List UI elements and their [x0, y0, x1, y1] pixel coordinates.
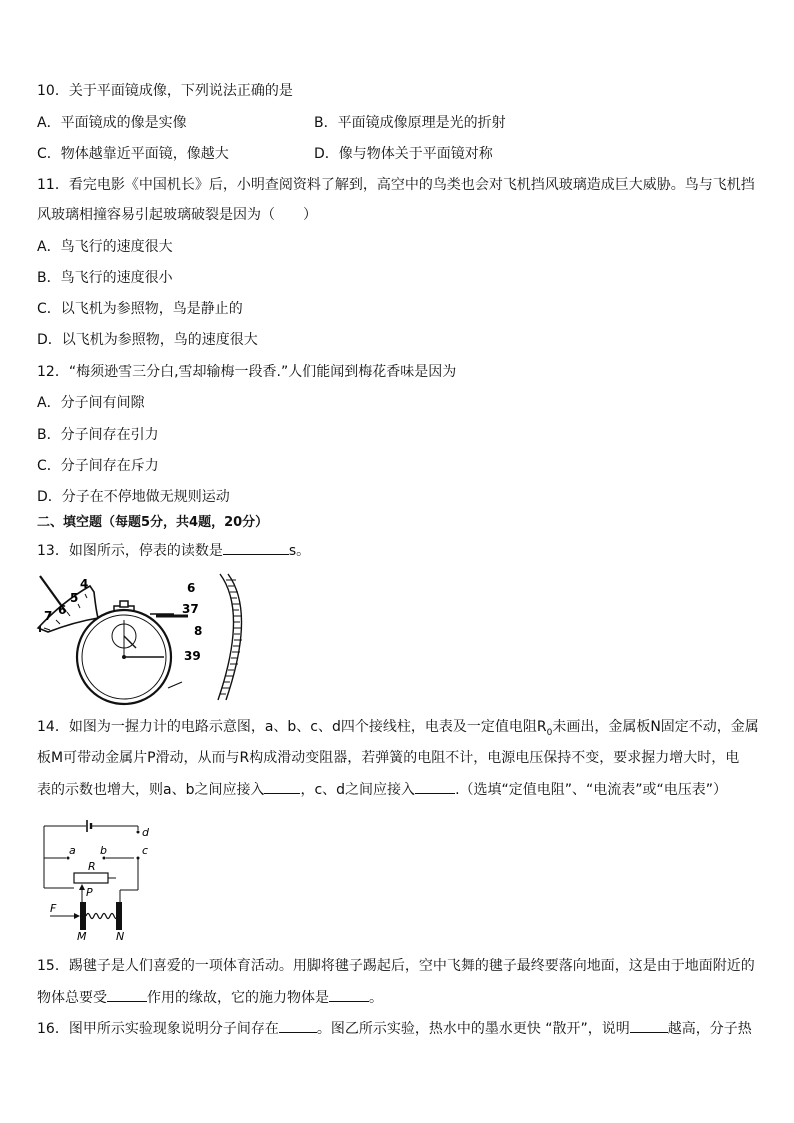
q11-option-d: D．以飞机为参照物，鸟的速度很大 [37, 332, 258, 348]
slider-label: P [86, 886, 93, 899]
q16-text-c: 越高，分子热 [667, 1021, 752, 1037]
sec-label-37: 37 [182, 602, 199, 616]
q13-answer-blank[interactable] [223, 540, 289, 555]
q15-text-b: 作用的缘故，它的施力物体是 [147, 990, 329, 1006]
sec-label-8: 8 [194, 624, 203, 638]
sec-label-6: 6 [187, 581, 196, 595]
resistor-label: R [88, 860, 96, 873]
q16-text-a: 16．图甲所示实验现象说明分子间存在 [37, 1021, 279, 1037]
q14-line1-tail: 未画出，金属板N固定不动，金属 [552, 719, 759, 735]
q11-option-c: C．以飞机为参照物，鸟是静止的 [37, 301, 243, 317]
q14-line1-text: 14．如图为一握力计的电路示意图，a、b、c、d四个接线柱，电表及一定值电阻R [37, 719, 547, 735]
q15-line1: 15．踢毽子是人们喜爱的一项体育活动。用脚将毽子踢起后，空中飞舞的毽子最终要落向地面，这是由于地面附近的 [37, 958, 755, 974]
terminal-c: c [142, 844, 149, 857]
q14-stem-line3 [37, 779, 727, 800]
q12-stem: 12．“梅须逊雪三分白,雪却输梅一段香.”人们能闻到梅花香味是因为 [37, 364, 457, 380]
q11-stem-line2: 风玻璃相撞容易引起玻璃破裂是因为（ ） [37, 207, 317, 223]
min-label-4: 4 [80, 577, 89, 591]
q15-blank-1[interactable] [107, 987, 147, 1002]
q13-stem-unit: s。 [288, 543, 311, 559]
q15-text-c: 。 [369, 990, 383, 1006]
q14-blank-ab[interactable] [264, 779, 300, 794]
q14-line3-text-c: .（选填“定值电阻”、“电流表”或“电压表”） [455, 782, 728, 798]
q16-line1 [37, 1018, 752, 1039]
q14-stem-line1 [37, 717, 759, 743]
plate-n-label: N [116, 930, 125, 942]
q15-line2 [37, 987, 383, 1008]
q10-option-c: C．物体越靠近平面镜，像越大 [37, 146, 229, 162]
q12-option-d: D．分子在不停地做无规则运动 [37, 489, 230, 505]
min-label-7: 7 [44, 609, 53, 623]
terminal-b: b [100, 844, 107, 857]
q15-text-a: 物体总要受 [37, 990, 107, 1006]
q11-option-a: A．鸟飞行的速度很大 [37, 239, 173, 255]
terminal-d: d [142, 826, 149, 839]
sec-label-39: 39 [184, 649, 201, 663]
q14-line1-subscript: 0 [546, 727, 553, 738]
q11-stem-line1: 11．看完电影《中国机长》后，小明查阅资料了解到，高空中的鸟类也会对飞机挡风玻璃造成巨大威胁。鸟与飞机挡 [37, 177, 755, 193]
force-label: F [50, 902, 57, 915]
q14-line3-text-a: 表的示数也增大，则a、b之间应接入 [37, 782, 265, 798]
min-label-6: 6 [58, 603, 67, 617]
q12-option-a: A．分子间有间隙 [37, 395, 145, 411]
section-heading-fill-blank: 二、填空题（每题5分，共4题，20分） [37, 515, 269, 530]
plate-m-label: M [77, 930, 87, 942]
q15-blank-2[interactable] [329, 987, 369, 1002]
q12-option-b: B．分子间存在引力 [37, 427, 159, 443]
q16-text-b: 。图乙所示实验，热水中的墨水更快 “散开”，说明 [316, 1021, 630, 1037]
grip-circuit-figure [36, 818, 160, 942]
q14-blank-cd[interactable] [415, 779, 455, 794]
q10-option-d: D．像与物体关于平面镜对称 [314, 146, 493, 162]
q14-stem-line2: 板M可带动金属片P滑动，从而与R构成滑动变阻器，若弹簧的电阻不计，电源电压保持不变，要求握力增大时，电 [37, 750, 740, 766]
q11-option-b: B．鸟飞行的速度很小 [37, 270, 173, 286]
q10-stem: 10．关于平面镜成像，下列说法正确的是 [37, 83, 293, 99]
q16-blank-2[interactable] [630, 1018, 668, 1033]
q10-option-b: B．平面镜成像原理是光的折射 [314, 115, 506, 131]
q13-stem-text: 13．如图所示，停表的读数是 [37, 543, 223, 559]
min-label-5: 5 [70, 591, 79, 605]
q10-option-a: A．平面镜成的像是实像 [37, 115, 187, 131]
q13-stem [37, 540, 310, 561]
q14-line3-text-b: ，c、d之间应接入 [300, 782, 416, 798]
q12-option-c: C．分子间存在斥力 [37, 458, 159, 474]
terminal-a: a [69, 844, 76, 857]
stopwatch-figure [36, 572, 252, 706]
q16-blank-1[interactable] [279, 1018, 317, 1033]
